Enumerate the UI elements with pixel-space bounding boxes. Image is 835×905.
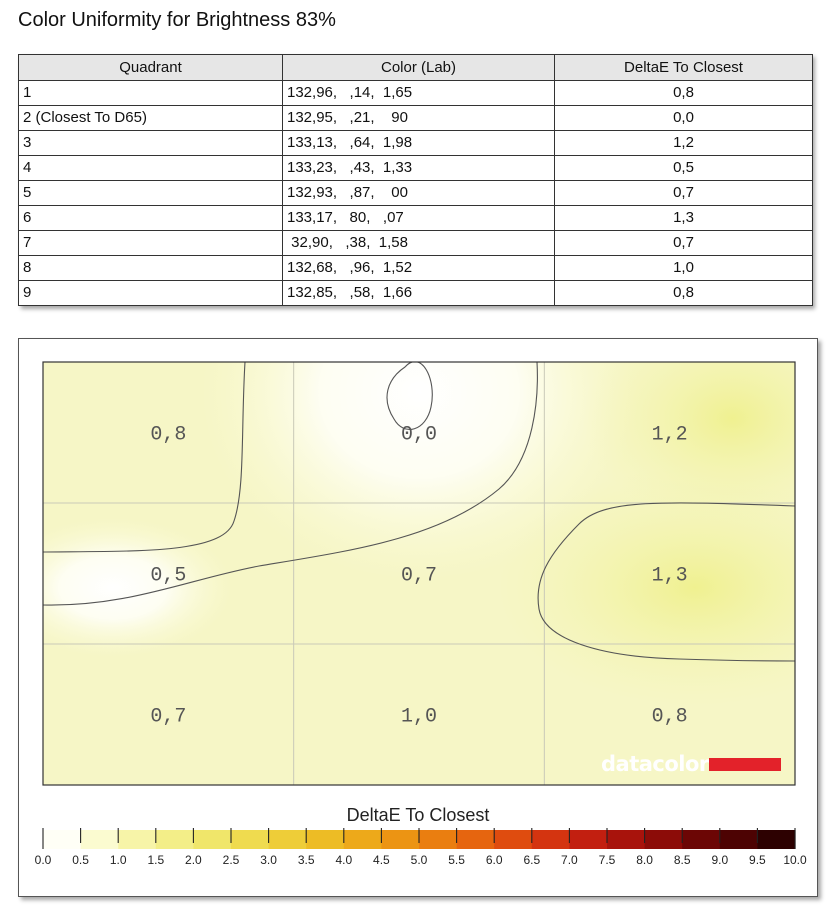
deltae-cell: 0,8 — [555, 281, 813, 306]
table-row — [19, 131, 813, 156]
column-header-quadrant: Quadrant — [19, 55, 283, 81]
color-lab-cell: 32,90, ,38, 1,58 — [283, 231, 555, 256]
color-scale-segment — [381, 830, 419, 849]
cell-value-label: 0,8 — [150, 423, 187, 447]
page-title: Color Uniformity for Brightness 83% — [18, 9, 336, 31]
color-lab-cell: 132,95, ,21, 90 — [283, 106, 555, 131]
table-row — [19, 106, 813, 131]
color-scale-tick-label: 10.0 — [783, 853, 807, 867]
color-scale-tick-label: 0.5 — [72, 853, 89, 867]
color-scale-segment — [682, 830, 720, 849]
cell-value-label: 1,2 — [651, 423, 688, 447]
quadrant-cell: 9 — [19, 281, 283, 306]
cell-value-label: 0,0 — [400, 423, 438, 447]
uniformity-table-grid — [18, 54, 813, 306]
color-lab-cell: 132,96, ,14, 1,65 — [283, 81, 555, 106]
deltae-cell: 0,8 — [555, 81, 813, 106]
quadrant-cell: 1 — [19, 81, 283, 106]
cell-value-label: 0,5 — [150, 564, 187, 588]
color-lab-cell: 132,85, ,58, 1,66 — [283, 281, 555, 306]
color-lab-cell: 133,13, ,64, 1,98 — [283, 131, 555, 156]
color-scale-segment — [419, 830, 457, 849]
deltae-cell: 0,0 — [555, 106, 813, 131]
color-scale-tick-label: 6.0 — [485, 853, 503, 867]
legend-title: DeltaE To Closest — [346, 805, 490, 825]
table-row — [19, 181, 813, 206]
color-lab-cell: 133,23, ,43, 1,33 — [283, 156, 555, 181]
datacolor-logo-text: datacolor — [601, 752, 709, 776]
color-scale-segment — [720, 830, 758, 849]
color-scale-tick-label: 1.0 — [109, 853, 127, 867]
color-scale-segment — [532, 830, 570, 849]
uniformity-table — [18, 54, 812, 306]
cell-value-label: 0,7 — [150, 705, 187, 729]
color-scale-segment — [193, 830, 231, 849]
color-scale-tick-label: 0.0 — [34, 853, 52, 867]
deltae-cell: 1,3 — [555, 206, 813, 231]
color-scale-segment — [43, 830, 81, 849]
color-scale-segment — [607, 830, 645, 849]
datacolor-logo-bar — [709, 758, 781, 771]
color-scale-segment — [645, 830, 683, 849]
color-lab-cell: 133,17, 80, ,07 — [283, 206, 555, 231]
color-scale-tick-label: 4.0 — [335, 853, 353, 867]
color-scale-tick-label: 4.5 — [373, 853, 390, 867]
color-scale-segment — [156, 830, 194, 849]
table-row — [19, 81, 813, 106]
color-scale-segment — [457, 830, 495, 849]
cell-value-label: 0,7 — [400, 564, 438, 588]
color-scale-segment — [306, 830, 344, 849]
deltae-cell: 0,7 — [555, 231, 813, 256]
color-scale-segment — [81, 830, 119, 849]
color-scale-tick-label: 9.0 — [711, 853, 729, 867]
table-row — [19, 256, 813, 281]
color-scale-tick-label: 3.0 — [260, 853, 277, 867]
color-scale-segment — [494, 830, 532, 849]
color-scale-tick-label: 3.5 — [297, 853, 315, 867]
table-row — [19, 156, 813, 181]
table-row — [19, 231, 813, 256]
color-scale-tick-label: 7.5 — [598, 853, 616, 867]
deltae-cell: 1,2 — [555, 131, 813, 156]
quadrant-cell: 8 — [19, 256, 283, 281]
color-scale-segment — [269, 830, 307, 849]
quadrant-cell: 7 — [19, 231, 283, 256]
quadrant-cell: 4 — [19, 156, 283, 181]
cell-value-label: 0,8 — [651, 705, 688, 729]
deltae-cell: 0,7 — [555, 181, 813, 206]
quadrant-cell: 3 — [19, 131, 283, 156]
quadrant-cell: 5 — [19, 181, 283, 206]
table-row — [19, 281, 813, 306]
color-scale-segment — [569, 830, 607, 849]
color-scale-tick-label: 5.0 — [410, 853, 428, 867]
cell-value-label: 1,3 — [651, 564, 688, 588]
deltae-cell: 0,5 — [555, 156, 813, 181]
table-row — [19, 206, 813, 231]
color-scale-segment — [757, 830, 795, 849]
quadrant-cell: 2 (Closest To D65) — [19, 106, 283, 131]
color-scale-tick-label: 7.0 — [561, 853, 578, 867]
uniformity-heatmap-panel — [18, 338, 818, 897]
quadrant-cell: 6 — [19, 206, 283, 231]
color-scale-tick-label: 9.5 — [749, 853, 766, 867]
color-scale-tick-label: 1.5 — [147, 853, 165, 867]
color-scale-tick-label: 2.5 — [222, 853, 240, 867]
color-scale-segment — [231, 830, 269, 849]
table-header-row — [19, 55, 813, 81]
color-scale-tick-label: 2.0 — [185, 853, 202, 867]
color-scale-tick-label: 6.5 — [523, 853, 541, 867]
color-scale-tick-label: 5.5 — [448, 853, 465, 867]
column-header-color-lab: Color (Lab) — [283, 55, 555, 81]
color-scale-tick-label: 8.0 — [636, 853, 653, 867]
color-scale-segment — [344, 830, 382, 849]
color-scale-tick-label: 8.5 — [673, 853, 691, 867]
color-lab-cell: 132,93, ,87, 00 — [283, 181, 555, 206]
column-header-deltae: DeltaE To Closest — [555, 55, 813, 81]
cell-value-label: 1,0 — [400, 705, 438, 729]
color-lab-cell: 132,68, ,96, 1,52 — [283, 256, 555, 281]
deltae-cell: 1,0 — [555, 256, 813, 281]
color-scale-segment — [118, 830, 156, 849]
